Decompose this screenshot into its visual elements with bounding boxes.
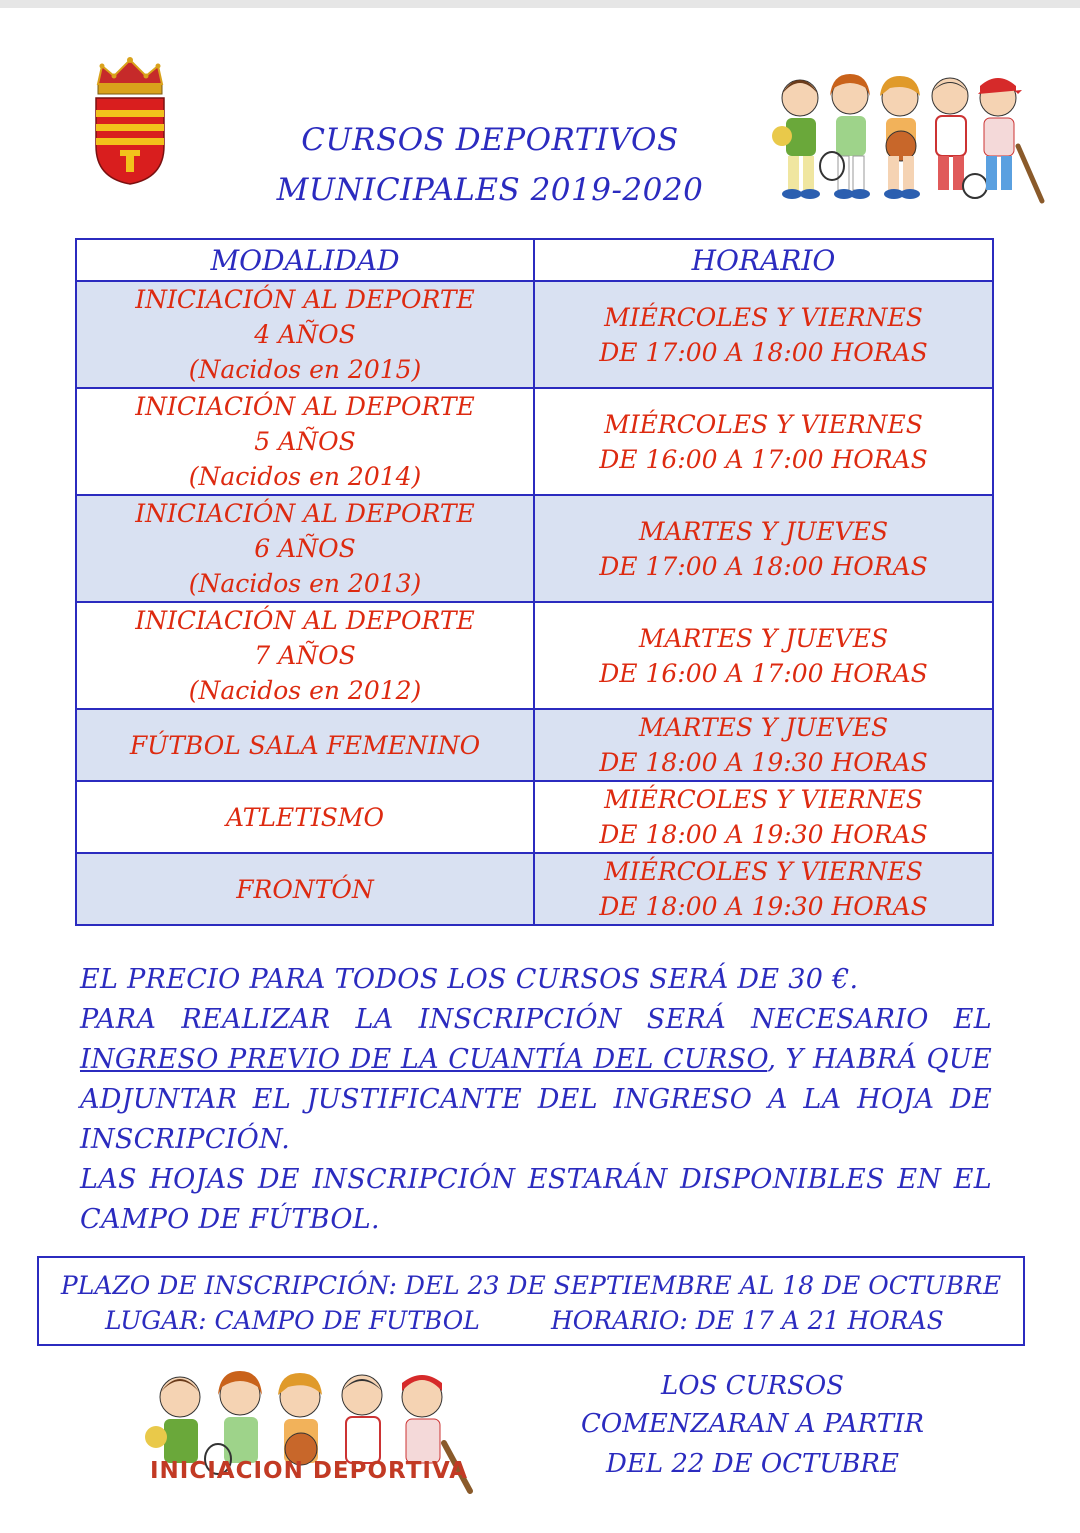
requirement-end: , Y HABRÁ QUE ADJUNTAR EL JUSTIFICANTE DEL INGRESO A LA HOJA DE INSCRIPCIÓN. [80,1044,992,1155]
modalidad-cell [76,495,534,602]
modalidad-cell [76,281,534,388]
course-name: FÚTBOL SALA FEMENINO [129,730,481,760]
courses-table [75,238,994,926]
course-name: FRONTÓN [236,874,374,904]
schedule-days: MARTES Y JUEVES [638,713,889,742]
table-row [76,709,993,781]
course-name: INICIACIÓN AL DEPORTE [135,499,475,528]
table-header-row [76,239,993,281]
column-header-modalidad: MODALIDAD [76,239,534,281]
course-age: 7 AÑOS [254,641,356,670]
registration-place: LUGAR: CAMPO DE FUTBOL [105,1306,480,1335]
modalidad-cell [76,853,534,925]
modalidad-cell [76,602,534,709]
top-bar [0,0,1080,8]
horario-cell [534,388,993,495]
course-birth-year: (Nacidos en 2013) [188,569,422,598]
course-age: 4 AÑOS [254,320,356,349]
requirement-text [80,1000,992,1160]
info-section [80,960,992,1240]
underlined-requirement: INGRESO PREVIO DE LA CUANTÍA DEL CURSO [80,1044,768,1075]
horario-cell [534,853,993,925]
schedule-hours: DE 18:00 A 19:30 HORAS [599,748,928,777]
page-title-line2: MUNICIPALES 2019-2020 [276,172,704,208]
course-birth-year: (Nacidos en 2012) [188,676,422,705]
horario-cell [534,281,993,388]
schedule-hours: DE 17:00 A 18:00 HORAS [599,551,928,581]
start-date-line3: DEL 22 DE OCTUBRE [606,1449,899,1479]
schedule-hours: DE 16:00 A 17:00 HORAS [599,658,928,688]
course-birth-year: (Nacidos en 2014) [188,462,422,491]
horario-cell [534,781,993,853]
course-name: INICIACIÓN AL DEPORTE [135,285,475,314]
requirement-start: PARA REALIZAR LA INSCRIPCIÓN SERÁ NECESARIO EL [80,1004,992,1035]
horario-cell [534,709,993,781]
schedule-days: MARTES Y JUEVES [638,516,889,546]
start-date-line2: COMENZARAN A PARTIR [580,1409,924,1439]
schedule-hours: DE 18:00 A 19:30 HORAS [599,820,928,849]
table-row [76,388,993,495]
availability-text: LAS HOJAS DE INSCRIPCIÓN ESTARÁN DISPONIBLES EN EL CAMPO DE FÚTBOL. [80,1164,992,1235]
horario-cell [534,602,993,709]
schedule-hours: DE 18:00 A 19:30 HORAS [599,892,928,921]
course-name: INICIACIÓN AL DEPORTE [135,606,475,635]
schedule-days: MARTES Y JUEVES [638,623,889,653]
course-name: INICIACIÓN AL DEPORTE [135,392,475,421]
modalidad-cell [76,709,534,781]
column-header-horario: HORARIO [534,239,993,281]
schedule-hours: DE 16:00 A 17:00 HORAS [599,444,928,474]
price-text: EL PRECIO PARA TODOS LOS CURSOS SERÁ DE 30 €. [80,964,859,995]
course-age: 6 AÑOS [254,534,356,563]
page-title-line1: CURSOS DEPORTIVOS [301,122,679,158]
table-row [76,281,993,388]
schedule-hours: DE 17:00 A 18:00 HORAS [599,337,928,367]
illustration-caption: INICIACION DEPORTIVA [149,1458,469,1484]
modalidad-cell [76,781,534,853]
table-row [76,495,993,602]
children-sports-illustration [770,66,1045,211]
table-row [76,602,993,709]
table-row [76,781,993,853]
coat-of-arms-icon [90,56,170,186]
schedule-days: MIÉRCOLES Y VIERNES [604,785,923,814]
course-name: ATLETISMO [226,802,384,832]
registration-period: PLAZO DE INSCRIPCIÓN: DEL 23 DE SEPTIEMBRE AL 18 DE OCTUBRE [60,1271,1002,1300]
horario-cell [534,495,993,602]
modalidad-cell [76,388,534,495]
start-date-line1: LOS CURSOS [661,1371,844,1401]
schedule-days: MIÉRCOLES Y VIERNES [604,302,923,332]
schedule-days: MIÉRCOLES Y VIERNES [604,857,923,886]
course-birth-year: (Nacidos en 2015) [188,355,422,384]
registration-box [37,1256,1025,1346]
table-row [76,853,993,925]
registration-hours: HORARIO: DE 17 A 21 HORAS [551,1306,944,1335]
course-age: 5 AÑOS [254,427,356,456]
schedule-days: MIÉRCOLES Y VIERNES [604,409,923,439]
